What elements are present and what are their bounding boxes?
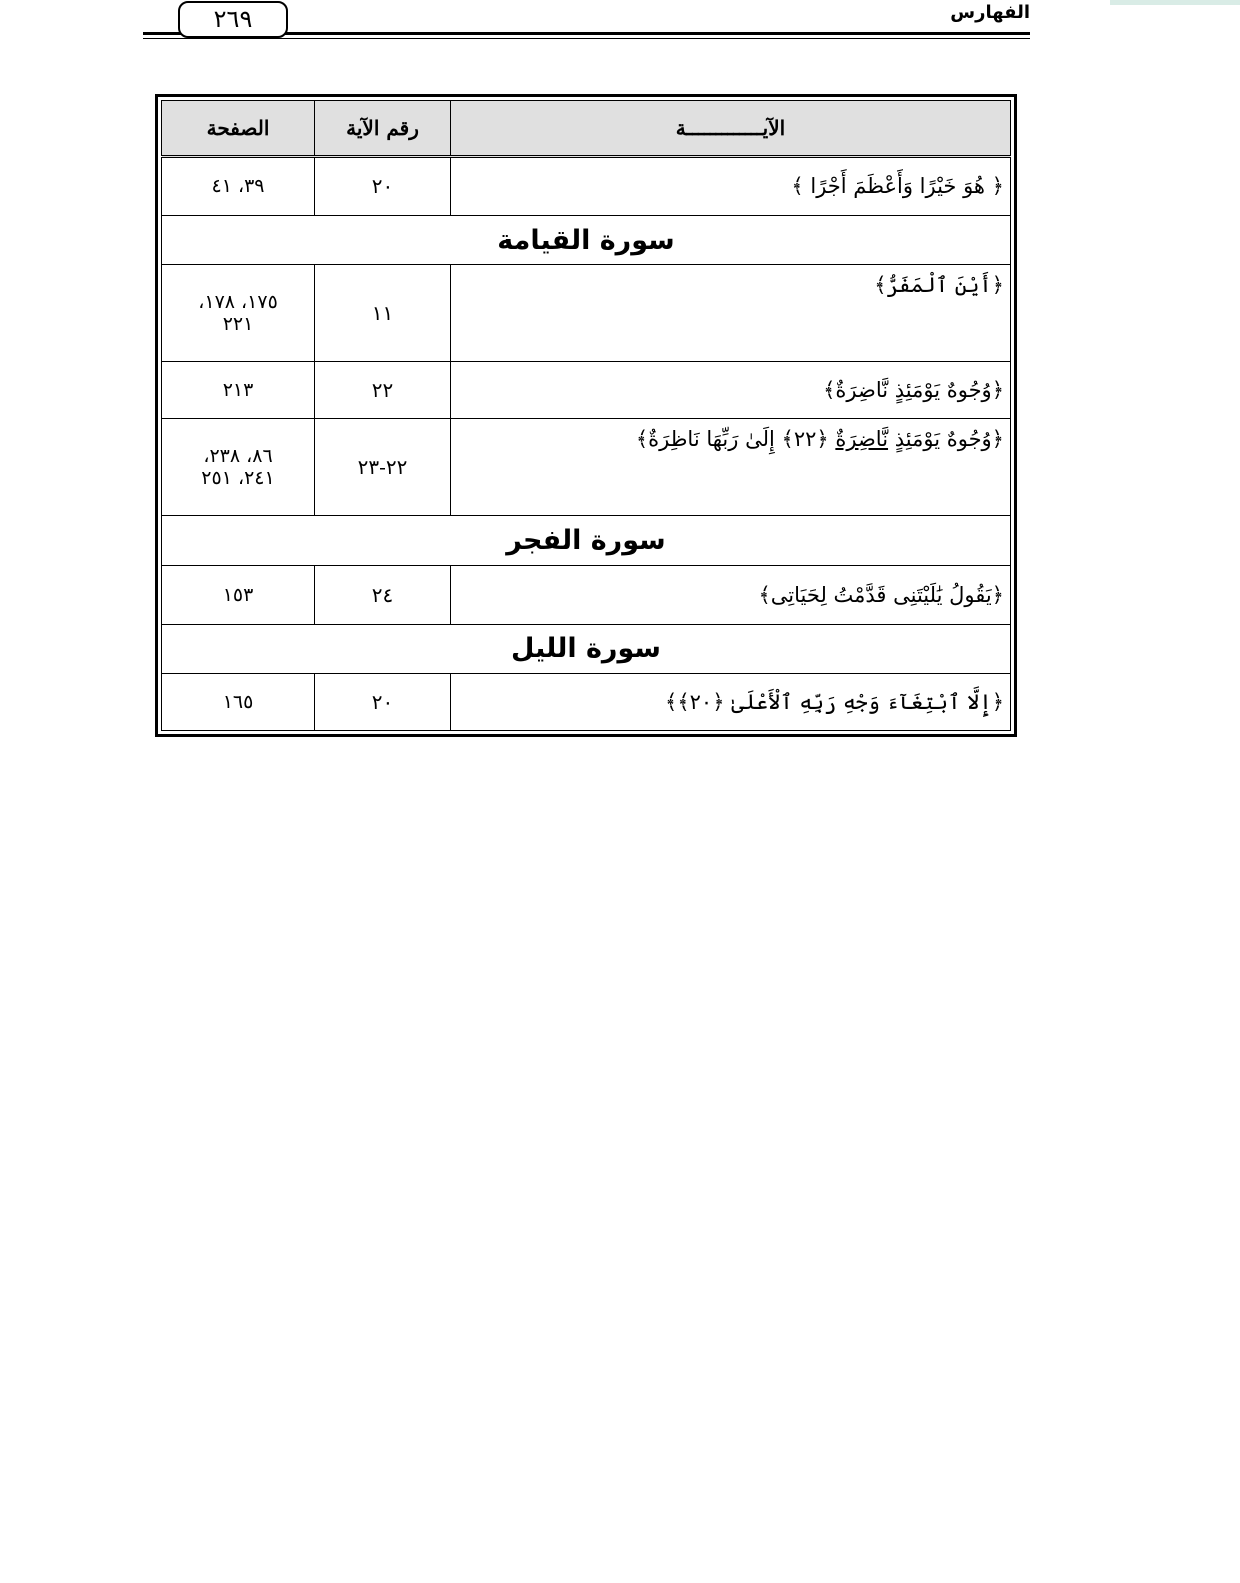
verse-number-cell: ١١ — [315, 265, 451, 362]
page-header — [0, 0, 1240, 50]
verse-cell: ﴿إِلَّا ٱبْتِغَآءَ وَجْهِ رَبِّهِ ٱلْأَعْلَىٰ ﴿٢٠﴾﴾ — [451, 674, 1011, 731]
column-header-page: الصفحة — [162, 101, 315, 157]
table-row — [162, 674, 1011, 731]
surah-heading: سورة القيامة — [162, 215, 1011, 265]
page-cell: ٢١٣ — [162, 362, 315, 419]
verse-underlined-word: نَّاضِرَةٌ — [835, 427, 889, 452]
table-header-row — [162, 101, 1011, 157]
table-row — [162, 419, 1011, 516]
verse-cell: ﴿أَيْنَ ٱلْمَفَرُّ﴾ — [451, 265, 1011, 362]
verse-cell: ﴿يَقُولُ يَٰلَيْتَنِى قَدَّمْتُ لِحَيَاتِى﴾ — [451, 565, 1011, 624]
page-cell-line: ٢٤١، ٢٥١ — [201, 467, 275, 490]
surah-heading-row — [162, 215, 1011, 265]
surah-heading-row — [162, 624, 1011, 674]
verse-number-cell: ٢٤ — [315, 565, 451, 624]
page-cell-line: ٢٢١ — [222, 313, 254, 336]
verse-number-cell: ٢٠ — [315, 157, 451, 216]
verse-part: ﴿وُجُوهٌ يَوْمَئِذٍ — [894, 427, 1004, 452]
verse-index-table — [161, 100, 1011, 731]
header-rule-thin — [143, 38, 1030, 39]
page-cell-line: ١٧٥، ١٧٨، — [198, 291, 278, 314]
page-cell-line: ٨٦، ٢٣٨، — [203, 445, 273, 468]
surah-heading-row — [162, 516, 1011, 566]
column-header-verse: الآيـــــــــــــة — [451, 101, 1011, 157]
page-cell: ١٥٣ — [162, 565, 315, 624]
table-row — [162, 157, 1011, 216]
verse-number-cell: ٢٢-٢٣ — [315, 419, 451, 516]
verse-number-cell: ٢٢ — [315, 362, 451, 419]
page-number: ٢٦٩ — [178, 1, 288, 38]
verse-part: ﴿٢٢﴾ إِلَىٰ رَبِّهَا نَاظِرَةٌ﴾ — [635, 427, 829, 452]
column-header-verse-number: رقم الآية — [315, 101, 451, 157]
surah-heading: سورة الليل — [162, 624, 1011, 674]
page-cell — [162, 419, 315, 516]
table-row — [162, 362, 1011, 419]
verse-number-cell: ٢٠ — [315, 674, 451, 731]
table-row — [162, 565, 1011, 624]
table-row — [162, 265, 1011, 362]
index-table-frame — [155, 94, 1017, 737]
verse-cell: ﴿ هُوَ خَيْرًا وَأَعْظَمَ أَجْرًا ﴾ — [451, 157, 1011, 216]
header-title: الفهارس — [950, 2, 1030, 23]
verse-cell: ﴿وُجُوهٌ يَوْمَئِذٍ نَّاضِرَةٌ﴾ — [451, 362, 1011, 419]
surah-heading: سورة الفجر — [162, 516, 1011, 566]
page-cell — [162, 265, 315, 362]
page-cell: ٣٩، ٤١ — [162, 157, 315, 216]
page-cell: ١٦٥ — [162, 674, 315, 731]
verse-cell — [451, 419, 1011, 516]
